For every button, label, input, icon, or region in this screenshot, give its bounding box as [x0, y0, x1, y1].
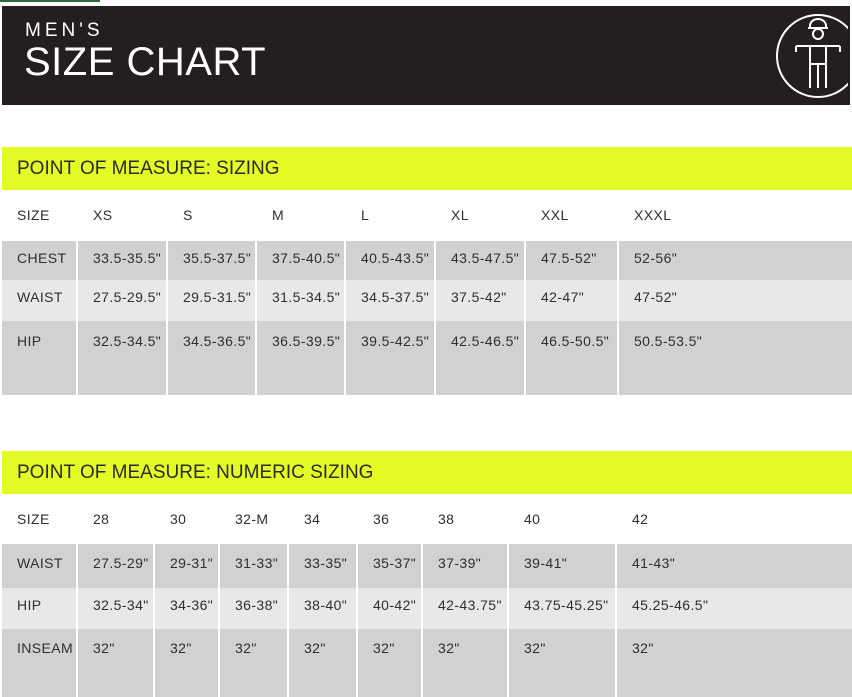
table-cell: 31-33": [220, 543, 289, 588]
row-label: WAIST: [2, 280, 78, 321]
table-cell: 34-36": [155, 588, 220, 629]
table-header-row: [2, 190, 852, 240]
person-figure-icon: [770, 8, 848, 102]
table-cell: 32.5-34.5": [78, 321, 168, 395]
table-cell: 27.5-29.5": [78, 280, 168, 321]
table-row: [2, 321, 852, 395]
table-cell: 32": [220, 629, 289, 697]
table-cell: 32": [289, 629, 358, 697]
table-cell: 42-43.75": [423, 588, 509, 629]
header-subtitle: MEN'S: [25, 20, 104, 41]
page-header: [2, 6, 850, 105]
table-cell: 50.5-53.5": [619, 321, 852, 395]
column-header: SIZE: [2, 190, 78, 240]
top-accent-line: [0, 0, 100, 2]
section-heading-sizing: POINT OF MEASURE: SIZING: [2, 147, 852, 190]
table-cell: 38-40": [289, 588, 358, 629]
table-cell: 32": [617, 629, 852, 697]
table-cell: 47-52": [619, 280, 852, 321]
column-header: 32-M: [220, 495, 289, 543]
column-header: XXXL: [619, 190, 852, 240]
table-cell: 34.5-37.5": [346, 280, 436, 321]
table-cell: 33-35": [289, 543, 358, 588]
table-cell: 32": [155, 629, 220, 697]
row-label: HIP: [2, 321, 78, 395]
table-header-row: [2, 495, 852, 543]
section-heading-numeric: POINT OF MEASURE: NUMERIC SIZING: [2, 451, 852, 494]
column-header: 34: [289, 495, 358, 543]
table-row: [2, 588, 852, 629]
row-label: WAIST: [2, 543, 78, 588]
table-cell: 42.5-46.5": [436, 321, 526, 395]
table-cell: 52-56": [619, 240, 852, 280]
table-cell: 31.5-34.5": [257, 280, 346, 321]
table-cell: 32": [509, 629, 617, 697]
table-cell: 37.5-42": [436, 280, 526, 321]
table-cell: 40-42": [358, 588, 423, 629]
column-header: S: [168, 190, 257, 240]
table-cell: 47.5-52": [526, 240, 619, 280]
table-cell: 35.5-37.5": [168, 240, 257, 280]
table-row: [2, 240, 852, 280]
column-header: 40: [509, 495, 617, 543]
table-cell: 32": [423, 629, 509, 697]
table-cell: 45.25-46.5": [617, 588, 852, 629]
table-cell: 37.5-40.5": [257, 240, 346, 280]
page-title: SIZE CHART: [24, 40, 267, 84]
table-cell: 43.5-47.5": [436, 240, 526, 280]
column-header: 30: [155, 495, 220, 543]
column-header: 38: [423, 495, 509, 543]
table-cell: 39.5-42.5": [346, 321, 436, 395]
table-cell: 39-41": [509, 543, 617, 588]
table-row: [2, 543, 852, 588]
sizing-table: [2, 190, 852, 395]
table-cell: 37-39": [423, 543, 509, 588]
table-cell: 41-43": [617, 543, 852, 588]
column-header: XXL: [526, 190, 619, 240]
table-cell: 29-31": [155, 543, 220, 588]
table-cell: 32": [78, 629, 155, 697]
table-cell: 32": [358, 629, 423, 697]
column-header: 42: [617, 495, 852, 543]
table-cell: 36.5-39.5": [257, 321, 346, 395]
table-row: [2, 280, 852, 321]
table-cell: 34.5-36.5": [168, 321, 257, 395]
column-header: XS: [78, 190, 168, 240]
table-cell: 35-37": [358, 543, 423, 588]
column-header: XL: [436, 190, 526, 240]
table-cell: 32.5-34": [78, 588, 155, 629]
table-cell: 40.5-43.5": [346, 240, 436, 280]
table-cell: 33.5-35.5": [78, 240, 168, 280]
table-cell: 42-47": [526, 280, 619, 321]
table-cell: 27.5-29": [78, 543, 155, 588]
row-label: HIP: [2, 588, 78, 629]
numeric-sizing-table: [2, 495, 852, 697]
column-header: SIZE: [2, 495, 78, 543]
row-label: CHEST: [2, 240, 78, 280]
table-cell: 46.5-50.5": [526, 321, 619, 395]
table-cell: 29.5-31.5": [168, 280, 257, 321]
table-cell: 43.75-45.25": [509, 588, 617, 629]
column-header: 28: [78, 495, 155, 543]
table-cell: 36-38": [220, 588, 289, 629]
column-header: L: [346, 190, 436, 240]
column-header: M: [257, 190, 346, 240]
column-header: 36: [358, 495, 423, 543]
row-label: INSEAM: [2, 629, 78, 697]
table-row: [2, 629, 852, 697]
